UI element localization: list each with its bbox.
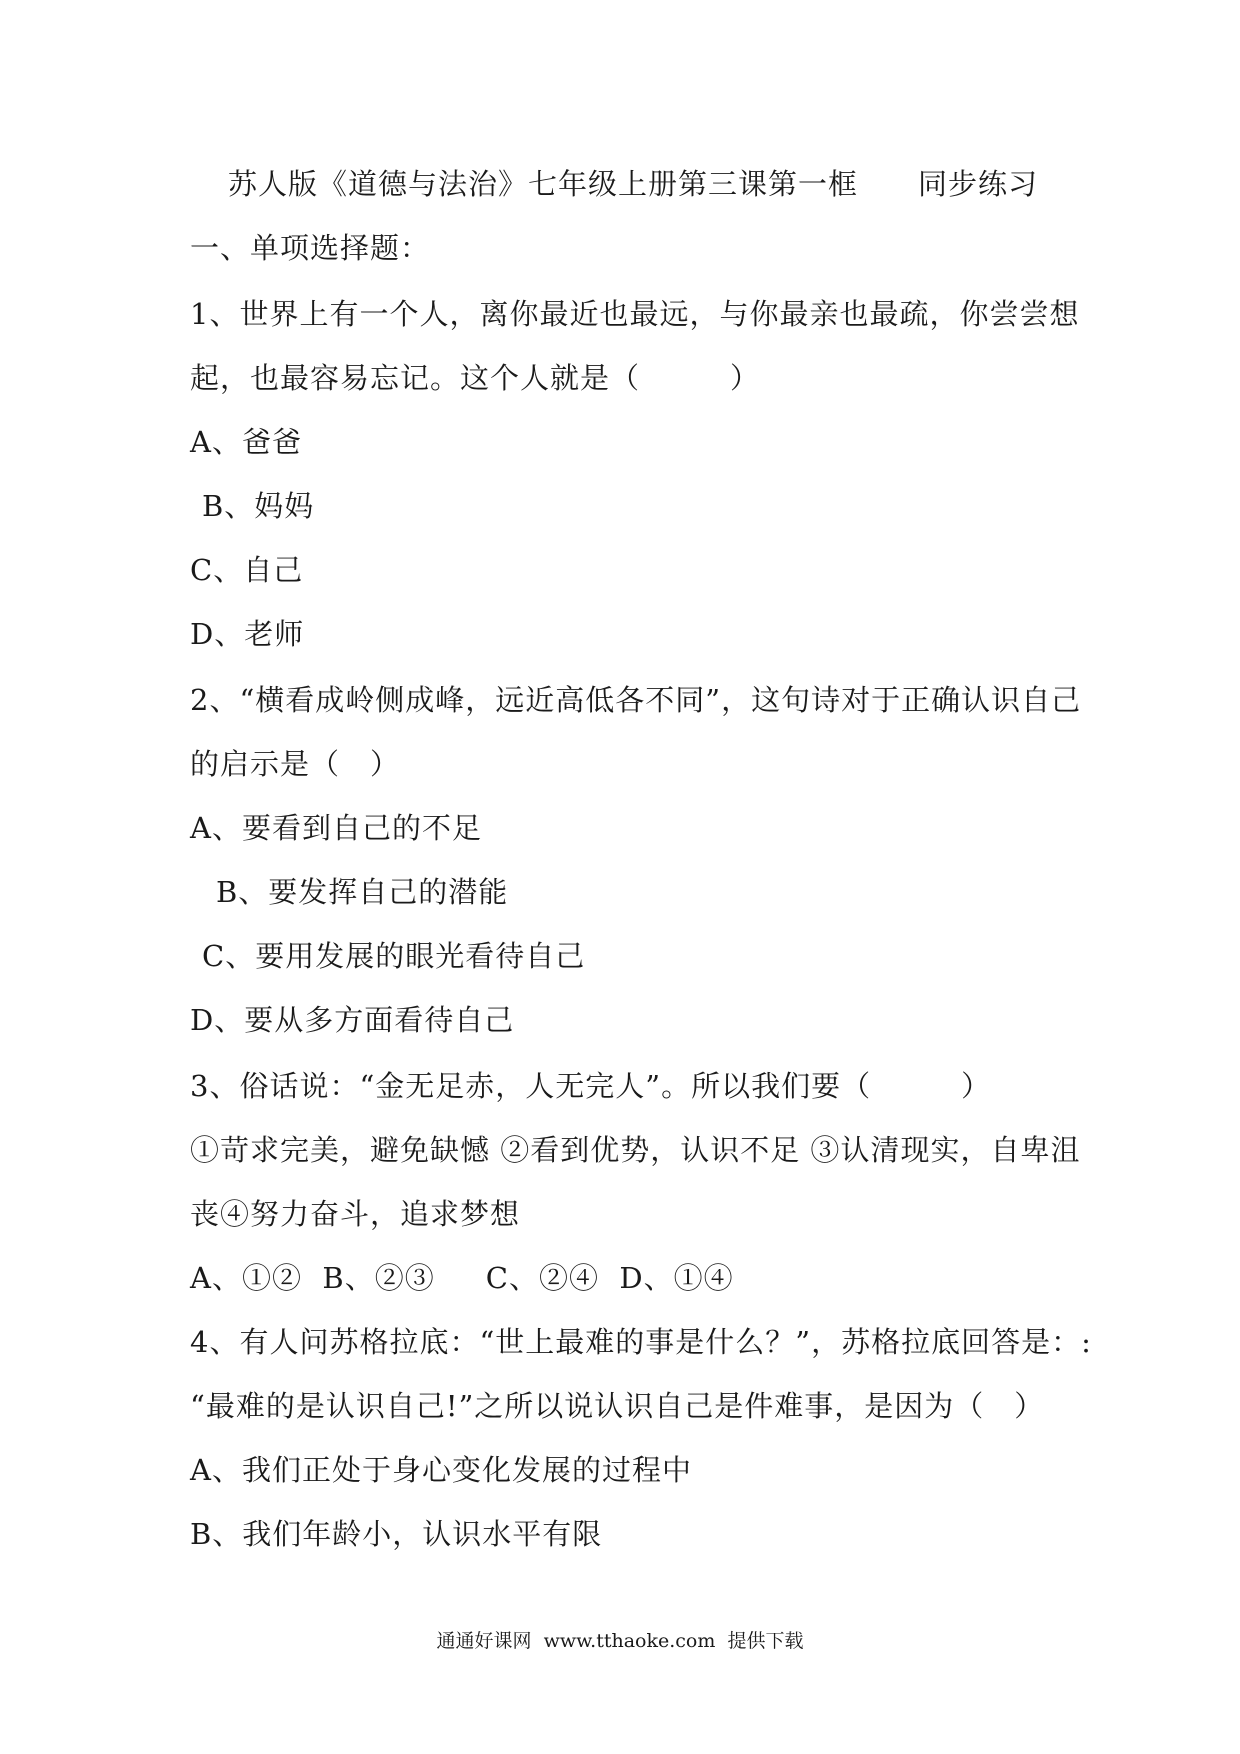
question-2-stem-line-2: 的启示是（ ） [190,747,401,781]
question-4-option-a: A、我们正处于身心变化发展的过程中 [190,1453,692,1487]
page-footer: 通通好课网 www.tthaoke.com 提供下载 [436,1630,804,1652]
question-3-options: A、①② B、②③ C、②④ D、①④ [190,1261,734,1295]
question-1-option-c: C、自己 [190,553,304,587]
question-2-option-b: B、要发挥自己的潜能 [216,875,509,909]
question-2-option-a: A、要看到自己的不足 [190,811,482,845]
question-1-option-d: D、老师 [190,617,305,651]
question-2-stem-line-1: 2、“横看成岭侧成峰，远近高低各不同”，这句诗对于正确认识自己 [190,683,1082,717]
title-main: 苏人版《道德与法治》七年级上册第三课第一框 [228,167,859,201]
question-2-option-c: C、要用发展的眼光看待自己 [202,939,586,973]
section-heading: 一、单项选择题： [190,231,431,265]
question-1-stem-line-1: 1、世界上有一个人，离你最近也最远，与你最亲也最疏，你尝尝想 [190,297,1080,331]
question-4-stem-line-1: 4、有人问苏格拉底：“世上最难的事是什么？”，苏格拉底回答是：: [190,1325,1092,1359]
question-1-stem-line-2: 起，也最容易忘记。这个人就是（ ） [190,361,761,395]
question-4-stem-line-2: “最难的是认识自己!”之所以说认识自己是件难事，是因为（ ） [190,1389,1045,1423]
question-3-stem-line-2: ①苛求完美，避免缺憾 ②看到优势，认识不足 ③认清现实，自卑沮 [190,1133,1081,1167]
question-3-stem-line-3: 丧④努力奋斗，追求梦想 [190,1197,521,1231]
question-4-option-b: B、我们年龄小，认识水平有限 [190,1517,603,1551]
question-1-option-a: A、爸爸 [190,425,302,459]
question-2-option-d: D、要从多方面看待自己 [190,1003,515,1037]
title-suffix: 同步练习 [918,167,1039,201]
question-3-stem-line-1: 3、俗话说：“金无足赤，人无完人”。所以我们要（ ） [190,1069,992,1103]
question-1-option-b: B、妈妈 [202,489,315,523]
document-title [228,164,1038,204]
